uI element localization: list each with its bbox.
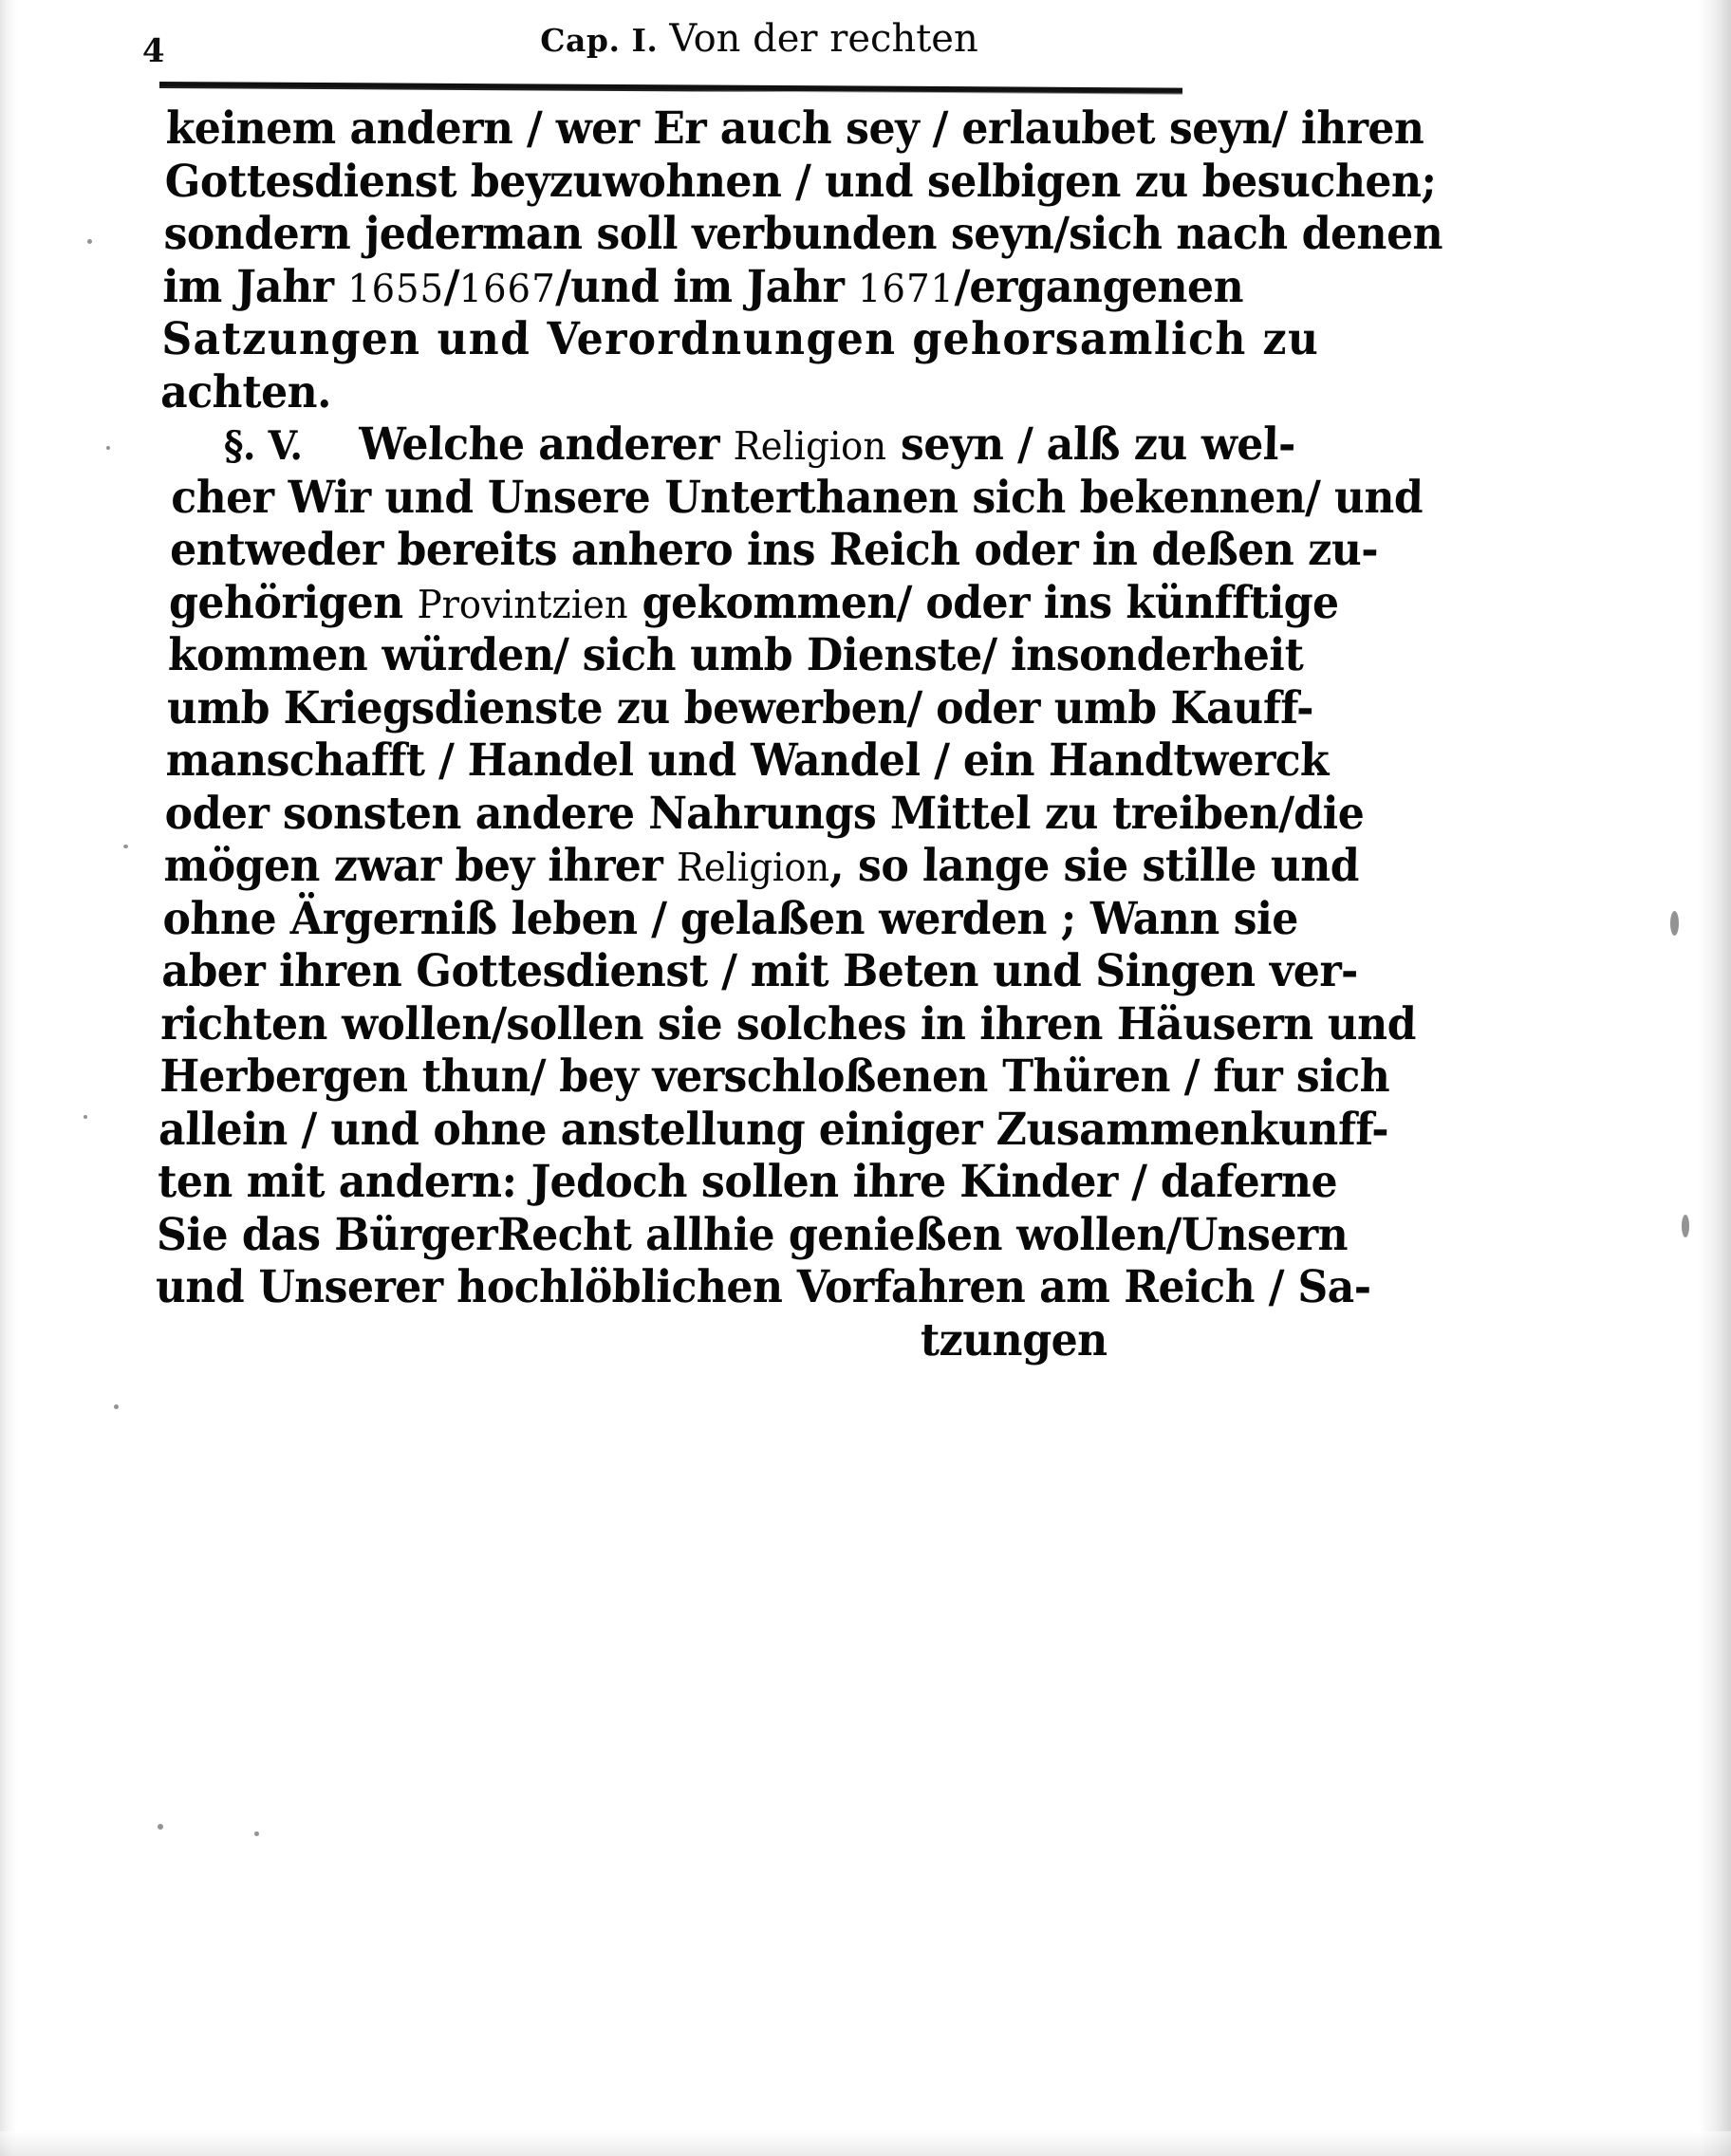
text-line-section-opening	[172, 418, 1296, 475]
text-line: sondern jederman soll verbunden seyn/sich nach denen	[163, 208, 1443, 260]
catchword: tzungen	[920, 1313, 1108, 1366]
running-head	[427, 17, 1091, 61]
text-line-provintzien	[168, 576, 1340, 634]
line-post: , so lange sie stille und	[828, 840, 1360, 892]
text-line: keinem andern / wer Er auch sey / erlaubet seyn/ ihren	[165, 102, 1425, 155]
text-line: ten mit andern: Jedoch sollen ihre Kinder / daferne	[157, 1156, 1338, 1208]
scan-speck	[1670, 911, 1679, 936]
scan-speck	[254, 1831, 259, 1836]
paragraph-continued	[159, 102, 1443, 422]
text-line-years	[161, 260, 1244, 318]
scan-speck	[158, 1824, 163, 1830]
running-head-chapter: Cap. I.	[540, 22, 659, 59]
line-pre: gehörigen	[168, 576, 419, 629]
scan-speck	[114, 1404, 119, 1409]
scan-speck	[84, 1115, 87, 1119]
text-line: ohne Ärgerniß leben / gelaßen werden ; Wann sie	[162, 892, 1299, 945]
antiqua-word-religion: Religion	[733, 423, 887, 469]
scan-edge-bottom	[0, 2131, 1731, 2156]
text-line: aber ihren Gottesdienst / mit Beten und Singen ver-	[160, 945, 1359, 997]
text-line: Gottesdienst beyzuwohnen / und selbigen zu besuchen;	[164, 155, 1437, 208]
scan-speck	[123, 845, 128, 848]
body-text-block	[155, 102, 1443, 1373]
year-1667: 1667	[458, 265, 556, 311]
text-line: kommen würden/ sich umb Dienste/ insonderheit	[167, 629, 1304, 681]
section-opening-tail: seyn / alß zu wel-	[885, 418, 1296, 471]
text-line: umb Kriegsdienste zu bewerben/ oder umb Kauff-	[166, 681, 1314, 734]
text-line: richten wollen/sollen sie solches in ihren Häusern und	[159, 997, 1417, 1050]
line-pre: mögen zwar bey ihrer	[163, 840, 678, 892]
text-line: Herbergen thun/ bey verschloßenen Thüren / fur sich	[158, 1050, 1390, 1103]
year-sep-1: /	[443, 260, 460, 313]
text-line: Sie das BürgerRecht allhie genießen wollen/Unsern	[156, 1208, 1349, 1261]
section-mark: §. V.	[223, 422, 304, 469]
scan-edge-left	[0, 0, 17, 2156]
text-line: achten.	[159, 365, 332, 418]
text-line: cher Wir und Unsere Unterthanen sich bekennen/ und	[170, 471, 1424, 524]
running-head-title: Von der rechten	[669, 17, 978, 61]
text-line: entweder bereits anhero ins Reich oder in deßen zu-	[169, 524, 1379, 576]
folio-number: 4	[141, 32, 166, 70]
page-header	[142, 17, 1205, 84]
year-1671: 1671	[857, 265, 956, 311]
year-line-prefix: im Jahr	[161, 260, 348, 313]
year-1655: 1655	[346, 265, 445, 311]
scan-speck	[87, 239, 92, 244]
scan-speck	[1682, 1215, 1689, 1237]
text-line: oder sonsten andere Nahrungs Mittel zu treiben/die	[164, 787, 1365, 840]
antiqua-word-religion-2: Religion	[676, 845, 830, 890]
paragraph-section-5	[154, 418, 1424, 1373]
scan-speck	[106, 446, 110, 450]
section-opening-fraktur: Welche anderer	[358, 418, 735, 471]
text-line-religion-2	[163, 840, 1360, 897]
text-line: allein / und ohne anstellung einiger Zusammenkunff-	[158, 1103, 1389, 1156]
text-line: und Unserer hochlöblichen Vorfahren am Reich / Sa-	[155, 1261, 1372, 1313]
year-sep-2: /und im Jahr	[554, 260, 859, 313]
scan-edge-right	[1699, 0, 1731, 2156]
antiqua-word-provintzien: Provintzien	[417, 581, 629, 627]
text-line: Satzungen und Verordnungen gehorsamlich zu	[160, 313, 1320, 365]
line-post: gekommen/ oder ins künfftige	[627, 576, 1340, 629]
text-line: manschafft / Handel und Wandel / ein Handtwerck	[165, 734, 1330, 787]
year-line-suffix: /ergangenen	[954, 260, 1244, 313]
